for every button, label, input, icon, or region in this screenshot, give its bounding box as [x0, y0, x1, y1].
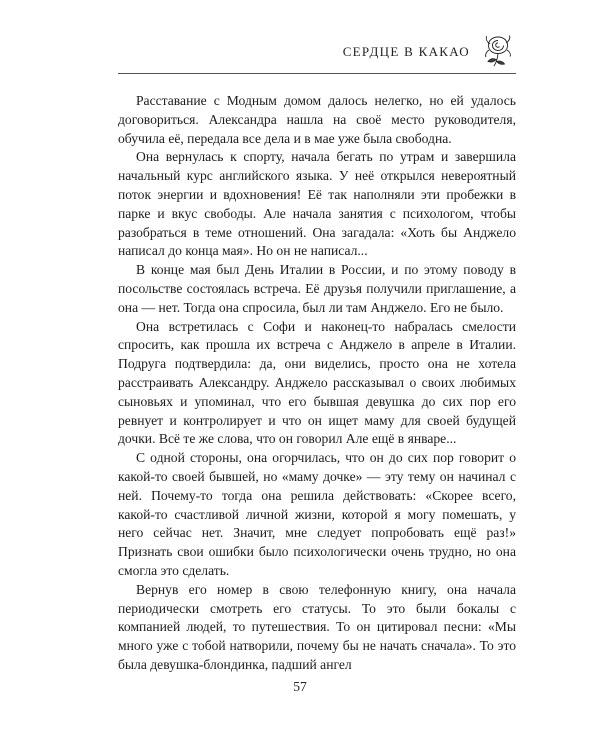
paragraph: Расставание с Модным домом далось нелегко, но ей удалось договориться. Александра нашла на своё место руководителя, обучила её, передала все дела и в мае уже была свободна. [118, 93, 516, 146]
page-number: 57 [293, 679, 307, 694]
header-divider [118, 73, 516, 74]
body-text [118, 92, 516, 675]
running-header [118, 28, 516, 84]
paragraph: В конце мая был День Италии в России, и по этому поводу в посольстве состоялась встреча. Её друзья получили приглашение, а она — нет. Тогда она спросила, был ли там Анджело. Его не было. [118, 262, 516, 315]
paragraph: Она вернулась к спорту, начала бегать по утрам и завершила начальный курс английского языка. У неё открылся невероятный поток энергии и вдохновения! Её так наполняли эти пробежки в парке и вкус свободы. Але начала занятия с психологом, чтобы разобраться в теме отношений. Она загадала: «Хоть бы Анджело написал до конца мая». Но он не написал... [118, 149, 516, 259]
paragraph: Она встретилась с Софи и наконец-то набралась смелости спросить, как прошла их встреча с Анджело в апреле в Италии. Подруга подтвердила: да, они виделись, просто она не хотела расстраивать Александру. Анджело рассказывал о своих любимых сыновьях и упоминал, что его бывшая девушка до сих пор его ревнует и контролирует и что он ищет маму для своей будущей дочки. Всё те же слова, что он говорил Але ещё в январе... [118, 318, 516, 447]
running-header-title: СЕРДЦЕ В КАКАО [342, 44, 470, 59]
paragraph: С одной стороны, она огорчилась, что он до сих пор говорит о какой-то своей бывшей, но «маму дочке» — эту тему он начинал с ней. Почему-то тогда она решила действовать: «Скорее всего, какой-то счастливой личной жизни, которой я могу помешать, у него сейчас нет. Значит, мне следует попробовать ещё раз!» Признать свои ошибки было психологически очень трудно, но она смогла это сделать. [118, 450, 516, 578]
rose-icon [480, 30, 516, 70]
paragraph: Вернув его номер в свою телефонную книгу, она начала периодически смотреть его статусы. То это были бокалы с компанией людей, то путешествия. То он цитировал песни: «Мы много уже с тобой натворили, почему бы не начать сначала». То это была девушка-блондинка, падший ангел [118, 581, 516, 672]
